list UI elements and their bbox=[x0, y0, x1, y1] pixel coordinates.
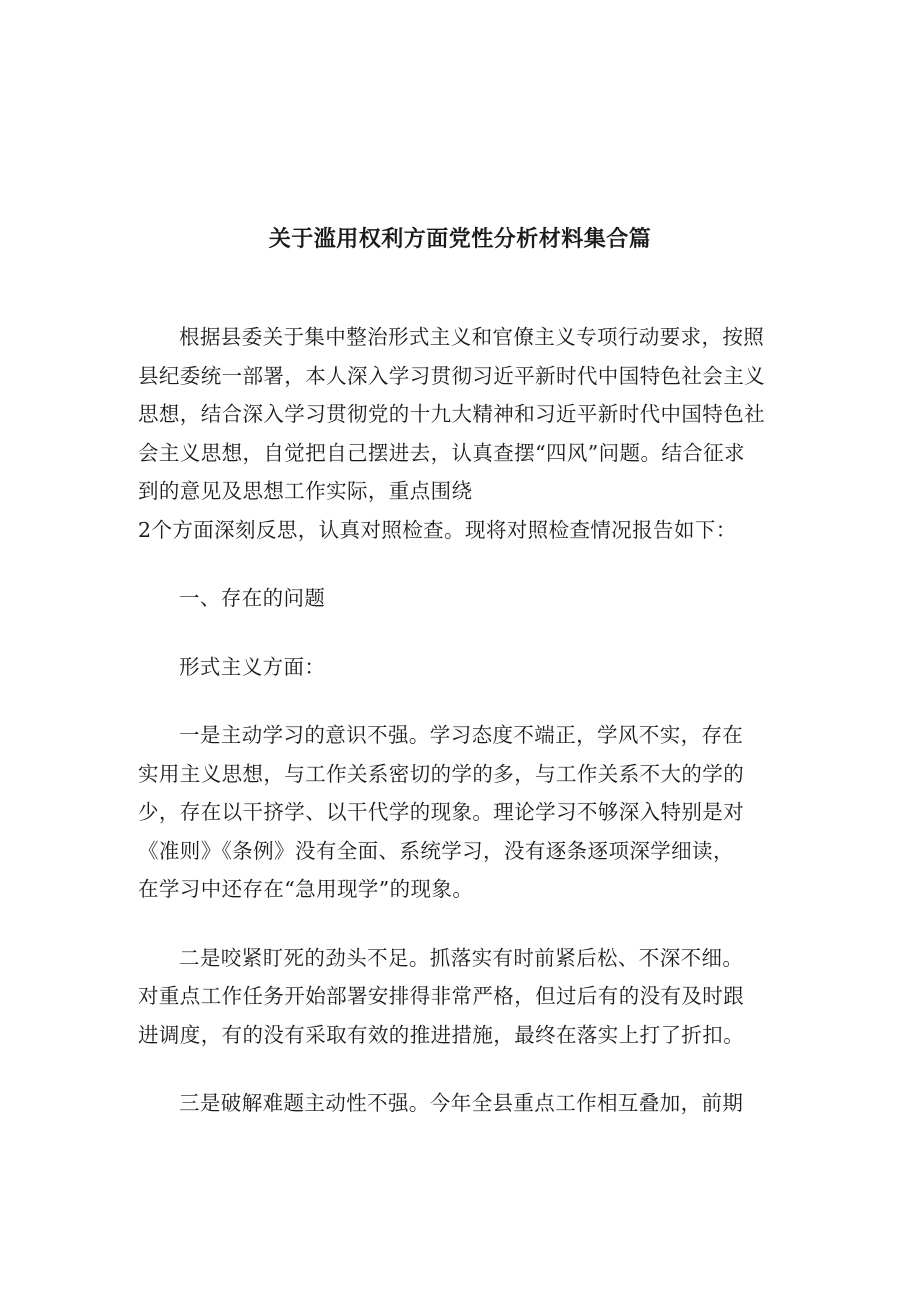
text-line: 一是主动学习的意识不强。学习态度不端正，学风不实，存在 bbox=[179, 723, 744, 747]
text-line: 进调度，有的没有采取有效的推进措施，最终在落实上打了折扣。 bbox=[138, 1022, 745, 1047]
text-line: 《准则》《条例》没有全面、系统学习，没有逐条逐项深学细读， bbox=[138, 838, 734, 863]
text-line: 思想，结合深入学习贯彻党的十九大精神和习近平新时代中国特色社 bbox=[138, 402, 765, 426]
text-line: 实用主义思想，与工作关系密切的学的多，与工作关系不大的学的 bbox=[138, 761, 745, 786]
text-line: 2个方面深刻反思，认真对照检查。现将对照检查情况报告如下： bbox=[138, 517, 737, 542]
document-body bbox=[138, 318, 788, 1123]
text-line: 在学习中还存在“急用现学”的现象。 bbox=[138, 877, 474, 901]
paragraph-intro bbox=[138, 318, 788, 511]
text-line: 对重点工作任务开始部署安排得非常严格，但过后有的没有及时跟 bbox=[138, 984, 745, 1008]
paragraph-continuation bbox=[138, 511, 788, 550]
document-title: 关于滥用权利方面党性分析材料集合篇 bbox=[268, 227, 652, 252]
subsection-heading-formalism bbox=[138, 648, 788, 687]
text-line: 会主义思想，自觉把自己摆进去，认真查摆“四风”问题。结合征求 bbox=[138, 440, 745, 465]
text-line: 形式主义方面： bbox=[179, 654, 326, 679]
paragraph-point-three bbox=[138, 1084, 788, 1123]
text-line: 一、存在的问题 bbox=[179, 586, 326, 610]
text-line: 二是咬紧盯死的劲头不足。抓落实有时前紧后松、不深不细。 bbox=[179, 945, 744, 970]
text-line: 县纪委统一部署，本人深入学习贯彻习近平新时代中国特色社会主义 bbox=[138, 363, 765, 388]
section-heading-problems bbox=[138, 579, 788, 618]
text-line: 少，存在以干挤学、以干代学的现象。理论学习不够深入特别是对 bbox=[138, 800, 745, 824]
paragraph-point-one bbox=[138, 716, 788, 909]
text-line: 根据县委关于集中整治形式主义和官僚主义专项行动要求，按照 bbox=[179, 325, 765, 349]
text-line: 三是破解难题主动性不强。今年全县重点工作相互叠加，前期 bbox=[179, 1091, 744, 1115]
text-line: 到的意见及思想工作实际，重点围绕 bbox=[138, 479, 473, 503]
paragraph-point-two bbox=[138, 939, 788, 1055]
